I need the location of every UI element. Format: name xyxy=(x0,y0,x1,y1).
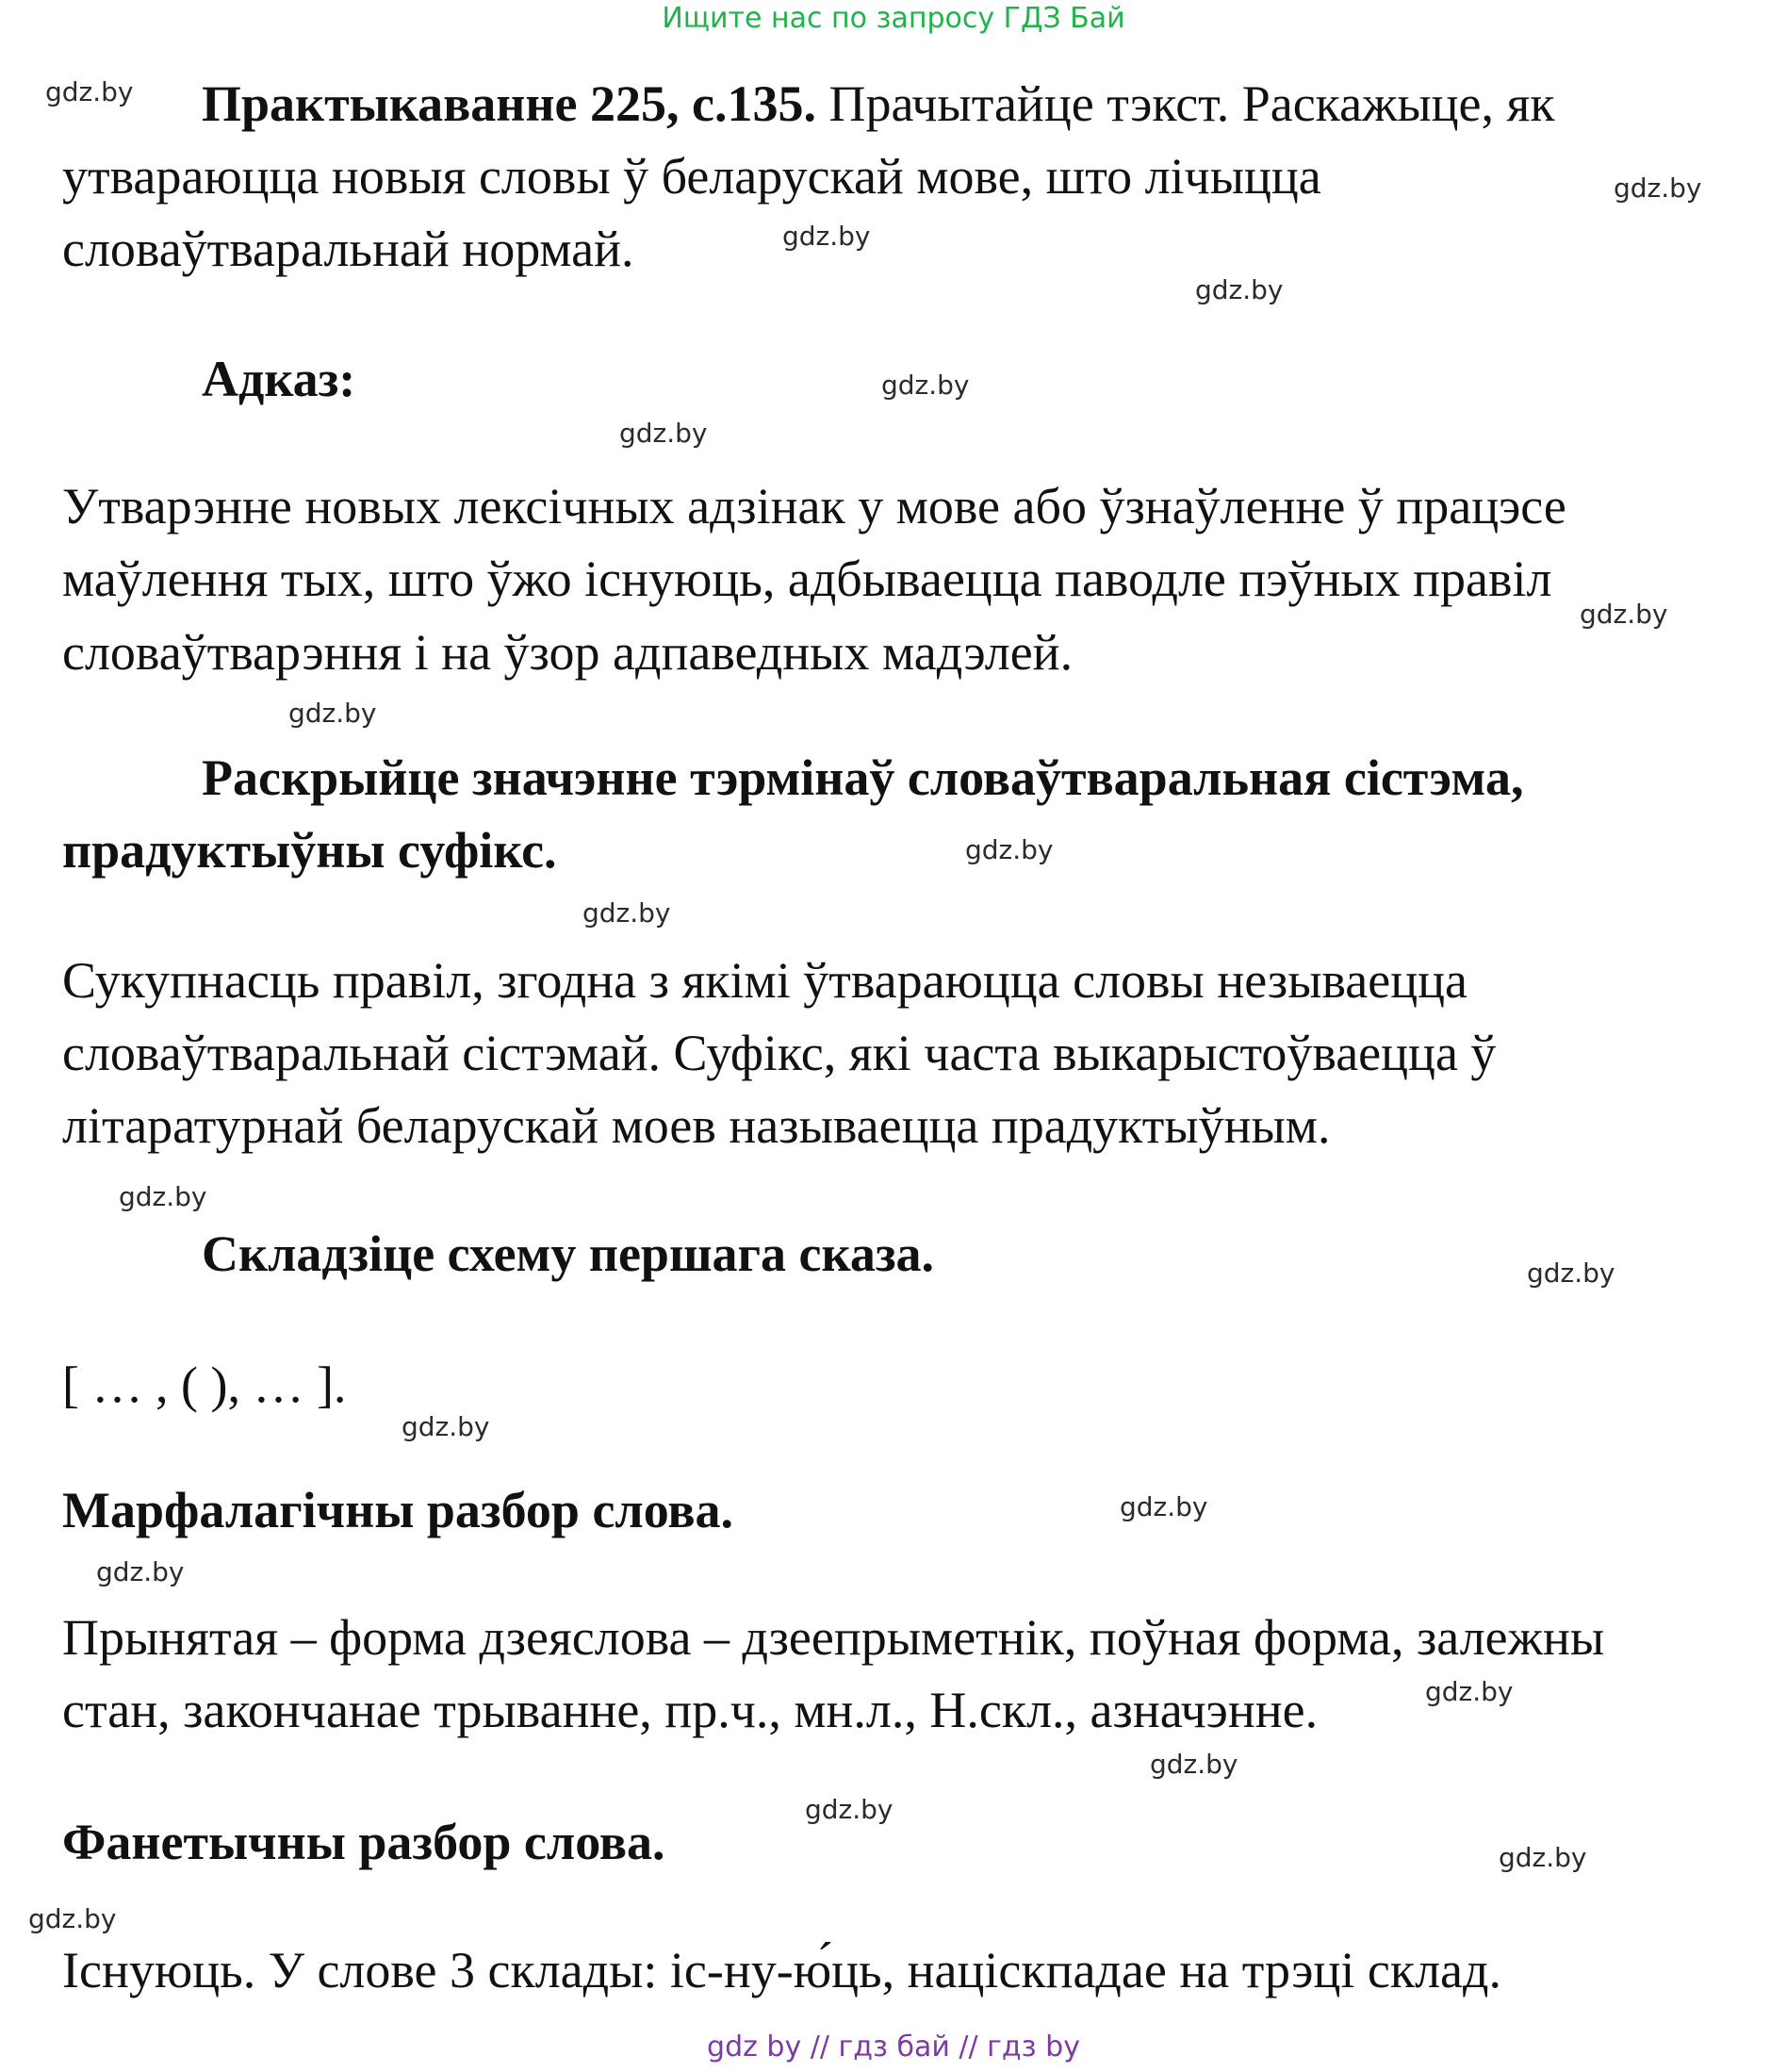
watermark: gdz.by xyxy=(1120,1491,1208,1522)
watermark: gdz.by xyxy=(619,418,708,449)
watermark: gdz.by xyxy=(28,1903,117,1934)
watermark: gdz.by xyxy=(782,221,871,252)
morphological-heading: Марфалагічны разбор слова. xyxy=(62,1482,734,1538)
top-banner[interactable]: Ищите нас по запросу ГДЗ Бай xyxy=(662,2,1125,35)
watermark: gdz.by xyxy=(881,370,970,401)
watermark: gdz.by xyxy=(96,1556,185,1587)
watermark: gdz.by xyxy=(288,698,377,729)
answer-line-1: Утварэнне новых лексічных адзінак у мове або ўзнаўленне ў працэсе xyxy=(62,478,1566,534)
question-2-line-1: Раскрыйце значэнне тэрмінаў словаўтваральная сістэма, xyxy=(202,749,1524,806)
answer-label: Адказ: xyxy=(202,351,356,407)
bottom-banner[interactable]: gdz by // гдз бай // гдз by xyxy=(707,2031,1080,2064)
answer-2-line-3: літаратурнай беларускай моев называецца прадуктыўным. xyxy=(62,1097,1331,1154)
watermark: gdz.by xyxy=(1580,599,1668,630)
answer-line-3: словаўтварэння і на ўзор адпаведных мадэлей. xyxy=(62,624,1074,681)
question-3: Складзіце схему першага сказа. xyxy=(202,1225,935,1282)
watermark: gdz.by xyxy=(119,1181,207,1212)
watermark: gdz.by xyxy=(805,1794,894,1825)
phonetic-text: Існуюць. У слове 3 склады: іс-ну-ю́ць, націскпадае на трэці склад. xyxy=(62,1942,1501,1998)
task-heading: Практыкаванне 225, с.135. xyxy=(202,75,816,132)
watermark: gdz.by xyxy=(1195,274,1284,305)
watermark: gdz.by xyxy=(965,834,1054,865)
task-line-1 xyxy=(202,74,1555,134)
task-instruction: Прачытайце тэкст. Раскажыце, як xyxy=(815,75,1555,132)
watermark: gdz.by xyxy=(582,897,671,929)
task-line-3: словаўтваральнай нормай. xyxy=(62,221,634,277)
morphological-line-2: стан, закончанае трыванне, пр.ч., мн.л., Н.скл., азначэнне. xyxy=(62,1682,1319,1738)
watermark: gdz.by xyxy=(402,1411,490,1442)
answer-2-line-1: Сукупнасць правіл, згодна з якімі ўтвараюцца словы незываецца xyxy=(62,952,1467,1009)
watermark: gdz.by xyxy=(1150,1749,1238,1780)
task-line-2: утвараюцца новыя словы ў беларускай мове, што лічыцца xyxy=(62,148,1321,205)
watermark: gdz.by xyxy=(1614,173,1702,204)
watermark: gdz.by xyxy=(1527,1258,1615,1289)
watermark: gdz.by xyxy=(1499,1842,1587,1873)
answer-line-2: маўлення тых, што ўжо існуюць, адбываецца паводле пэўных правіл xyxy=(62,551,1552,607)
watermark: gdz.by xyxy=(1425,1676,1514,1707)
watermark: gdz.by xyxy=(45,76,134,107)
phonetic-heading: Фанетычны разбор слова. xyxy=(62,1814,665,1870)
morphological-line-1: Прынятая – форма дзеяслова – дзеепрыметнік, поўная форма, залежны xyxy=(62,1609,1605,1666)
answer-2-line-2: словаўтваральнай сістэмай. Суфікс, які часта выкарыстоўваецца ў xyxy=(62,1025,1497,1081)
sentence-scheme: [ … , ( ), … ]. xyxy=(62,1357,347,1413)
question-2-line-2: прадуктыўны суфікс. xyxy=(62,822,557,879)
